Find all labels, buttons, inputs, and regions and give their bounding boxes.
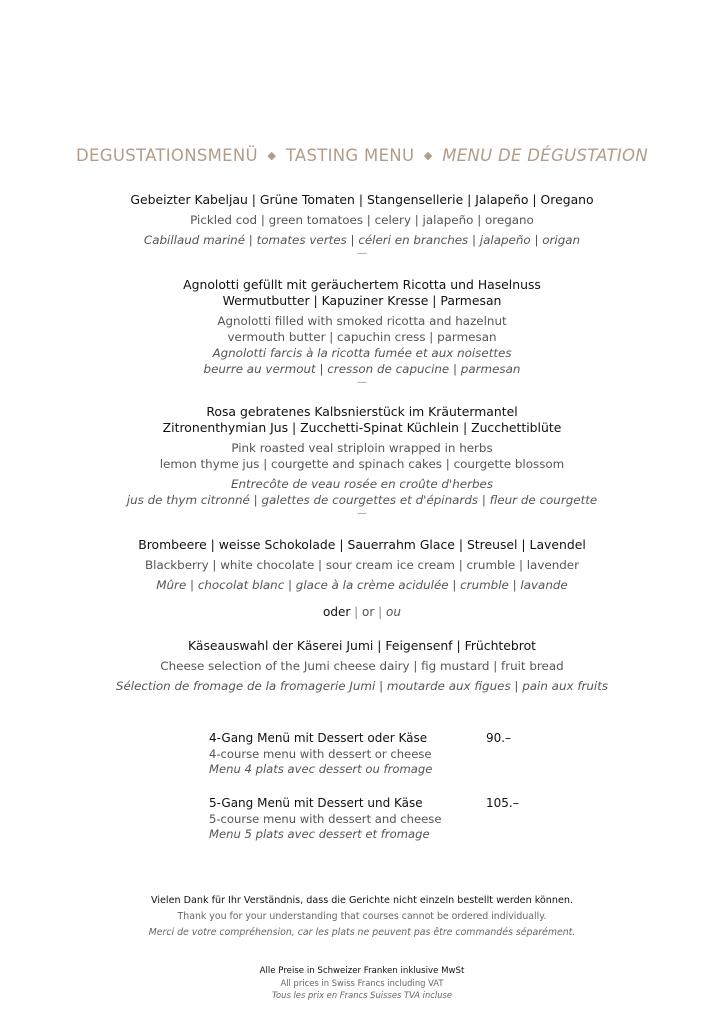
diamond-separator-icon: ◆ <box>423 149 433 162</box>
note-en: Thank you for your understanding that courses cannot be ordered individually. <box>177 911 547 922</box>
title-fr: MENU DE DÉGUSTATION <box>442 146 648 165</box>
course-de-line: Wermutbutter | Kapuziner Kresse | Parmesan <box>222 293 502 308</box>
course-de-line: Käseauswahl der Käserei Jumi | Feigensenf | Früchtebrot <box>187 638 537 653</box>
course-fr-line: Agnolotti farcis à la ricotta fumée et aux noisettes <box>212 346 512 360</box>
menu-fr: Menu 5 plats avec dessert et fromage <box>209 827 430 841</box>
course-2 <box>0 277 724 388</box>
course-divider: — <box>357 248 367 259</box>
course-4 <box>0 537 724 593</box>
vat-en: All prices in Swiss Francs including VAT <box>280 978 444 988</box>
course-de-line: Gebeizter Kabeljau | Grüne Tomaten | Stangensellerie | Jalapeño | Oregano <box>130 192 594 207</box>
course-de-line: Rosa gebratenes Kalbsnierstück im Kräutermantel <box>206 404 518 419</box>
vat-de: Alle Preise in Schweizer Franken inklusive MwSt <box>259 966 465 976</box>
course-divider: — <box>357 377 367 388</box>
course-fr-line: Cabillaud mariné | tomates vertes | céleri en branches | jalapeño | origan <box>143 233 581 247</box>
course-en-line: Cheese selection of the Jumi cheese dairy | fig mustard | fruit bread <box>160 659 564 673</box>
or-de: oder <box>323 605 351 619</box>
or-fr: ou <box>386 605 401 619</box>
title-de: DEGUSTATIONSMENÜ <box>76 146 258 165</box>
or-en: or <box>362 605 375 619</box>
course-5 <box>0 638 724 694</box>
menu-price: 90.– <box>486 731 512 745</box>
course-3 <box>0 404 724 519</box>
course-en-line: vermouth butter | capuchin cress | parmesan <box>227 330 497 344</box>
title-en: TASTING MENU <box>285 146 415 165</box>
course-de-line: Brombeere | weisse Schokolade | Sauerrahm Glace | Streusel | Lavendel <box>138 537 586 552</box>
vat-note <box>0 965 724 1001</box>
menu-price: 105.– <box>486 796 519 810</box>
ordering-note <box>0 893 724 941</box>
course-en-line: Blackberry | white chocolate | sour cream ice cream | crumble | lavender <box>145 558 579 572</box>
course-en-line: lemon thyme jus | courgette and spinach cakes | courgette blossom <box>159 457 565 471</box>
course-de-line: Zitronenthymian Jus | Zucchetti-Spinat Küchlein | Zucchettiblüte <box>162 420 562 435</box>
or-divider: oder | or | ou <box>323 605 401 619</box>
note-fr: Merci de votre compréhension, car les plats ne peuvent pas être commandés séparément. <box>148 927 576 938</box>
vat-fr: Tous les prix en Francs Suisses TVA incluse <box>271 990 453 1000</box>
menu-fr: Menu 4 plats avec dessert ou fromage <box>209 762 433 776</box>
page-title <box>0 146 724 165</box>
course-1 <box>0 192 724 259</box>
menu-option-4-course <box>209 731 529 778</box>
menu-de: 5-Gang Menü mit Dessert und Käse <box>209 796 423 810</box>
course-en-line: Agnolotti filled with smoked ricotta and hazelnut <box>217 314 507 328</box>
note-de: Vielen Dank für Ihr Verständnis, dass die Gerichte nicht einzeln bestellt werden können. <box>151 895 573 906</box>
course-fr-line: Sélection de fromage de la fromagerie Jumi | moutarde aux figues | pain aux fruits <box>115 679 609 693</box>
menu-de: 4-Gang Menü mit Dessert oder Käse <box>209 731 428 745</box>
menu-en: 5-course menu with dessert and cheese <box>209 811 442 826</box>
course-en-line: Pickled cod | green tomatoes | celery | jalapeño | oregano <box>190 213 534 227</box>
menu-en: 4-course menu with dessert or cheese <box>209 746 432 761</box>
course-en-line: Pink roasted veal striploin wrapped in herbs <box>231 441 493 455</box>
course-divider: — <box>357 508 367 519</box>
course-fr-line: Entrecôte de veau rosée en croûte d'herbes <box>230 477 494 491</box>
course-de-line: Agnolotti gefüllt mit geräuchertem Ricotta und Haselnuss <box>183 277 541 292</box>
course-fr-line: jus de thym citronné | galettes de courgettes et d'épinards | fleur de courgette <box>126 493 598 507</box>
course-fr-line: beurre au vermout | cresson de capucine | parmesan <box>203 362 521 376</box>
diamond-separator-icon: ◆ <box>267 149 277 162</box>
course-fr-line: Mûre | chocolat blanc | glace à la crème acidulée | crumble | lavande <box>156 578 568 592</box>
menu-option-5-course <box>209 796 529 843</box>
